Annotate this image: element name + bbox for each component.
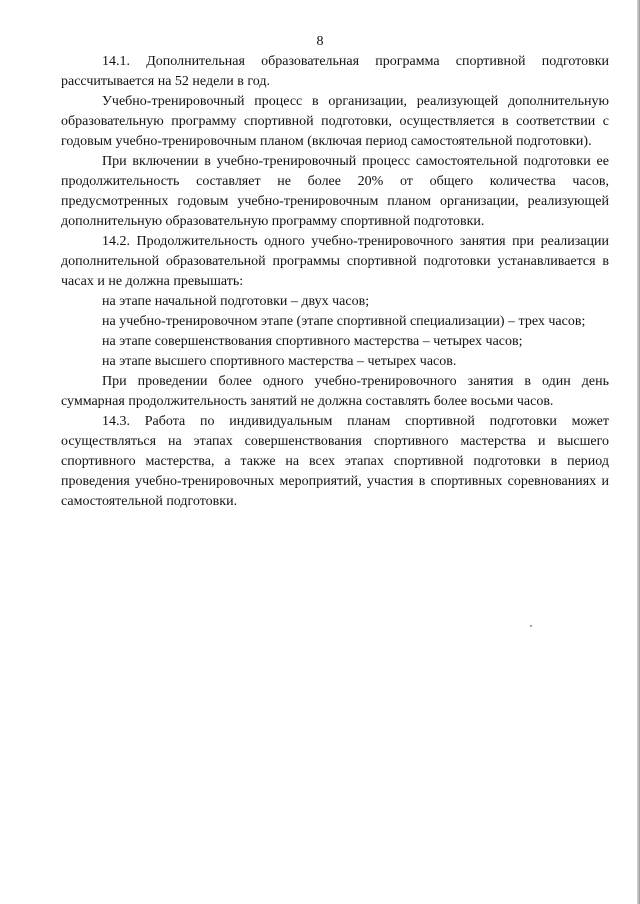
document-body — [61, 52, 609, 512]
list-item-higher-stage: на этапе высшего спортивного мастерства – четырех часов. — [102, 354, 457, 369]
list-item-initial-stage: на этапе начальной подготовки – двух часов; — [102, 294, 370, 309]
paragraph-14-3: 14.3. Работа по индивидуальным планам спортивной подготовки может осуществляться на этапах совершенствования спортивного мастерства и высшего спортивного мастерства, а также на всех этапах спортивной подготовки в период проведения учебно-тренировочных мероприятий, участия в спортивных соревнованиях и самостоятельной подготовки. — [61, 414, 609, 509]
page-number: 8 — [316, 34, 324, 49]
scan-speck — [530, 625, 532, 627]
paragraph-14-1: 14.1. Дополнительная образовательная программа спортивной подготовки рассчитывается на 52 недели в год. — [61, 54, 609, 89]
list-item-improvement-stage: на этапе совершенствования спортивного мастерства – четырех часов; — [102, 334, 523, 349]
paragraph-14-2: 14.2. Продолжительность одного учебно-тренировочного занятия при реализации дополнительной образовательной программы спортивной подготовки устанавливается в часах и не должна превышать: — [61, 234, 609, 289]
paragraph-training-process: Учебно-тренировочный процесс в организации, реализующей дополнительную образовательную программу спортивной подготовки, осуществляется в соответствии с годовым учебно-тренировочным планом (включая период самостоятельной подготовки). — [61, 94, 609, 149]
paragraph-self-preparation: При включении в учебно-тренировочный процесс самостоятельной подготовки ее продолжительность составляет не более 20% от общего количества часов, предусмотренных годовым учебно-тренировочным планом организации, реализующей дополнительную образовательную программу спортивной подготовки. — [61, 154, 609, 229]
list-item-training-stage: на учебно-тренировочном этапе (этапе спортивной специализации) – трех часов; — [102, 314, 586, 329]
paragraph-multiple-sessions: При проведении более одного учебно-тренировочного занятия в один день суммарная продолжительность занятий не должна составлять более восьми часов. — [61, 374, 609, 409]
